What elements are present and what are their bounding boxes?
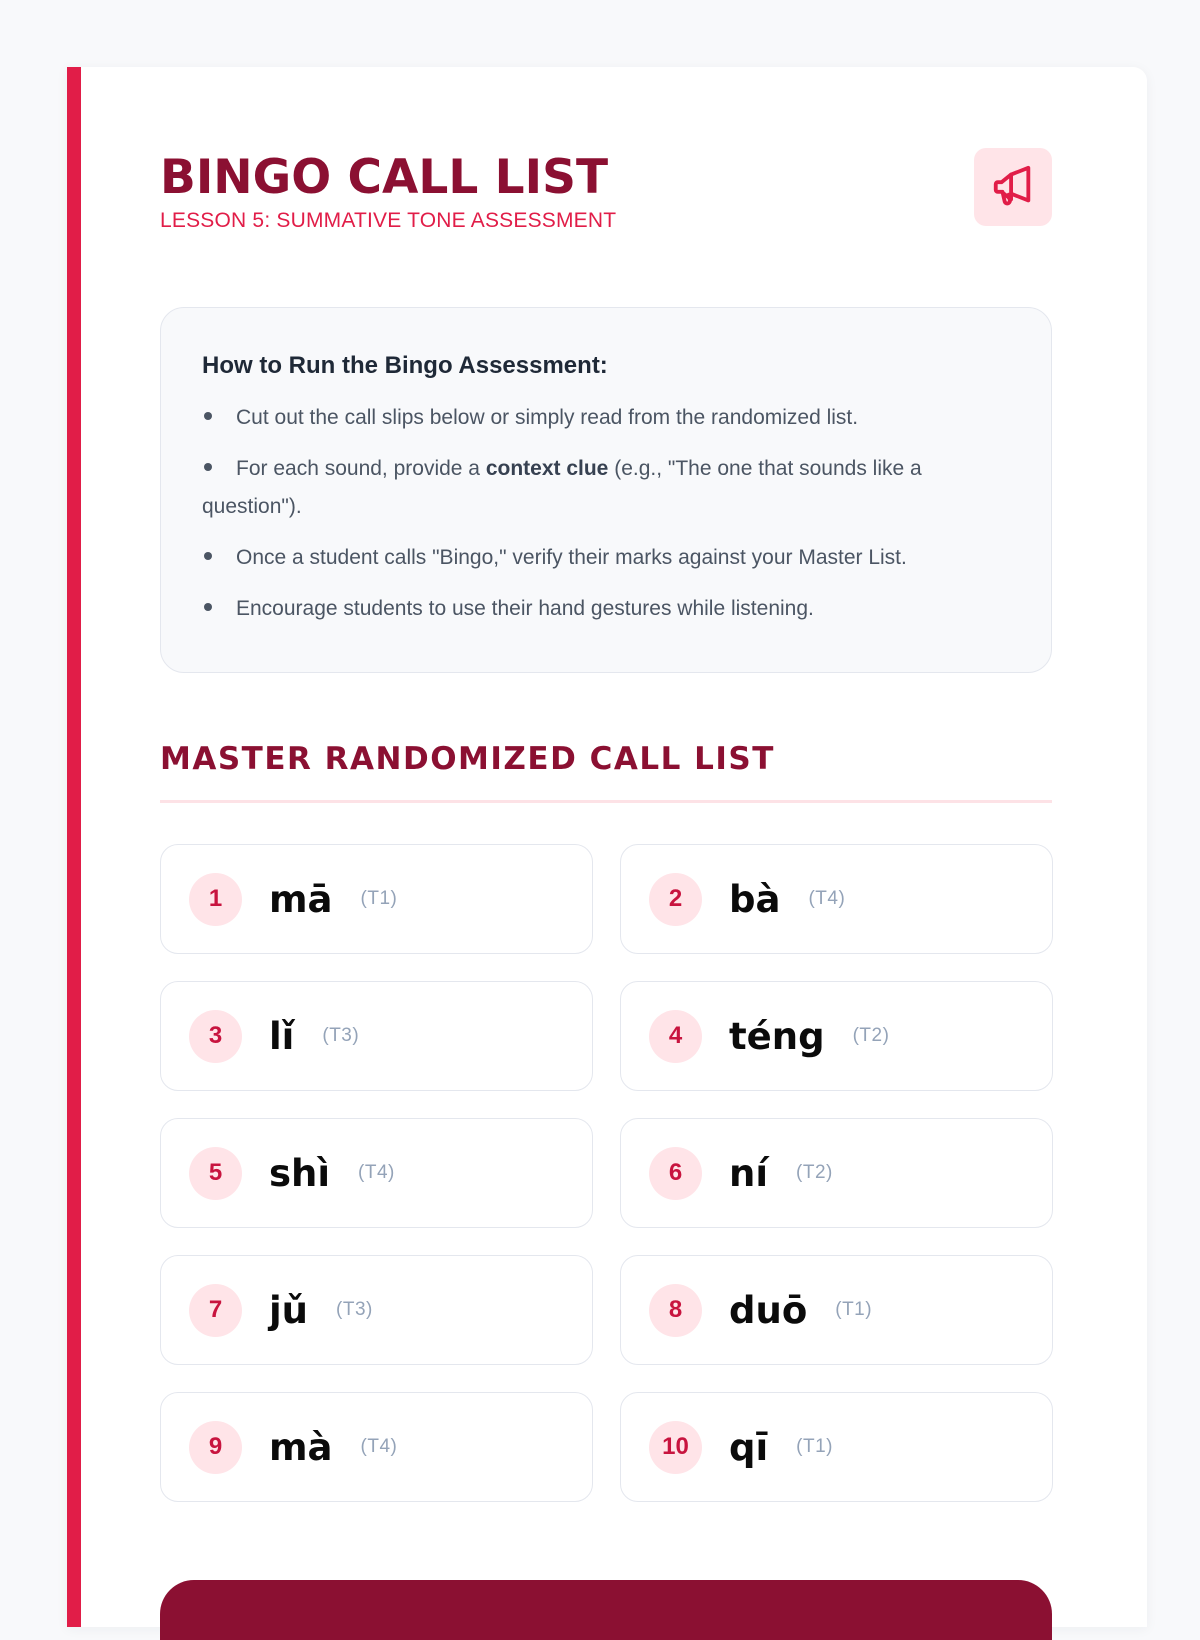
call-tone-label: (T3) xyxy=(336,1299,373,1320)
call-syllable: mā xyxy=(269,877,333,921)
call-number-badge: 8 xyxy=(649,1284,702,1337)
instructions-box xyxy=(160,307,1052,673)
call-slip-8 xyxy=(620,1255,1053,1365)
call-list-title: MASTER RANDOMIZED CALL LIST xyxy=(160,741,775,777)
call-number-badge: 1 xyxy=(189,873,242,926)
call-slip-7 xyxy=(160,1255,593,1365)
call-tone-label: (T1) xyxy=(835,1299,873,1320)
call-tone-label: (T1) xyxy=(360,888,398,909)
call-slip-10 xyxy=(620,1392,1053,1502)
footer-banner xyxy=(160,1580,1052,1640)
call-number-badge: 4 xyxy=(649,1010,702,1063)
call-tone-label: (T3) xyxy=(322,1025,360,1046)
header xyxy=(160,150,1053,240)
call-syllable: téng xyxy=(729,1014,825,1058)
call-syllable: qī xyxy=(729,1425,769,1469)
call-syllable: ní xyxy=(729,1151,769,1195)
call-tone-label: (T4) xyxy=(358,1162,395,1183)
instructions-list xyxy=(202,399,1011,628)
call-number-badge: 5 xyxy=(189,1147,242,1200)
megaphone-icon xyxy=(990,164,1036,210)
call-slip-2 xyxy=(620,844,1053,954)
instruction-item xyxy=(202,450,1011,526)
call-slip-1 xyxy=(160,844,593,954)
call-tone-label: (T2) xyxy=(852,1025,890,1046)
page-subtitle: LESSON 5: SUMMATIVE TONE ASSESSMENT xyxy=(160,209,617,232)
instruction-text: For each sound, provide a xyxy=(236,456,486,480)
instruction-text: Once a student calls "Bingo," verify their marks against your Master List. xyxy=(236,545,907,569)
instruction-text: Cut out the call slips below or simply read from the randomized list. xyxy=(236,405,859,429)
call-slip-4 xyxy=(620,981,1053,1091)
instruction-emphasis: context clue xyxy=(485,456,609,480)
call-syllable: shì xyxy=(269,1151,331,1195)
call-number-badge: 9 xyxy=(189,1421,242,1474)
instruction-item xyxy=(202,399,1011,437)
call-slip-6 xyxy=(620,1118,1053,1228)
call-syllable: jǔ xyxy=(269,1288,309,1332)
call-tone-label: (T4) xyxy=(360,1436,398,1457)
instructions-heading: How to Run the Bingo Assessment: xyxy=(202,352,608,379)
call-syllable: mà xyxy=(269,1425,333,1469)
call-tone-label: (T1) xyxy=(796,1436,833,1457)
call-number-badge: 2 xyxy=(649,873,702,926)
instruction-item xyxy=(202,539,1011,577)
section-divider xyxy=(160,800,1052,803)
call-syllable: lǐ xyxy=(269,1014,295,1058)
instruction-text: (e.g., "The one that sounds like a question"). xyxy=(202,456,922,518)
page-title: BINGO CALL LIST xyxy=(160,150,609,205)
call-number-badge: 7 xyxy=(189,1284,242,1337)
call-slip-3 xyxy=(160,981,593,1091)
call-syllable: duō xyxy=(729,1288,808,1332)
instruction-item xyxy=(202,590,1011,628)
instruction-text: Encourage students to use their hand gestures while listening. xyxy=(236,596,814,620)
call-number-badge: 3 xyxy=(189,1010,242,1063)
call-number-badge: 10 xyxy=(649,1421,702,1474)
call-slip-5 xyxy=(160,1118,593,1228)
call-slip-9 xyxy=(160,1392,593,1502)
call-syllable: bà xyxy=(729,877,781,921)
call-tone-label: (T2) xyxy=(796,1162,833,1183)
megaphone-button[interactable] xyxy=(974,148,1052,226)
call-number-badge: 6 xyxy=(649,1147,702,1200)
call-tone-label: (T4) xyxy=(808,888,846,909)
call-list-grid xyxy=(160,844,1053,1502)
